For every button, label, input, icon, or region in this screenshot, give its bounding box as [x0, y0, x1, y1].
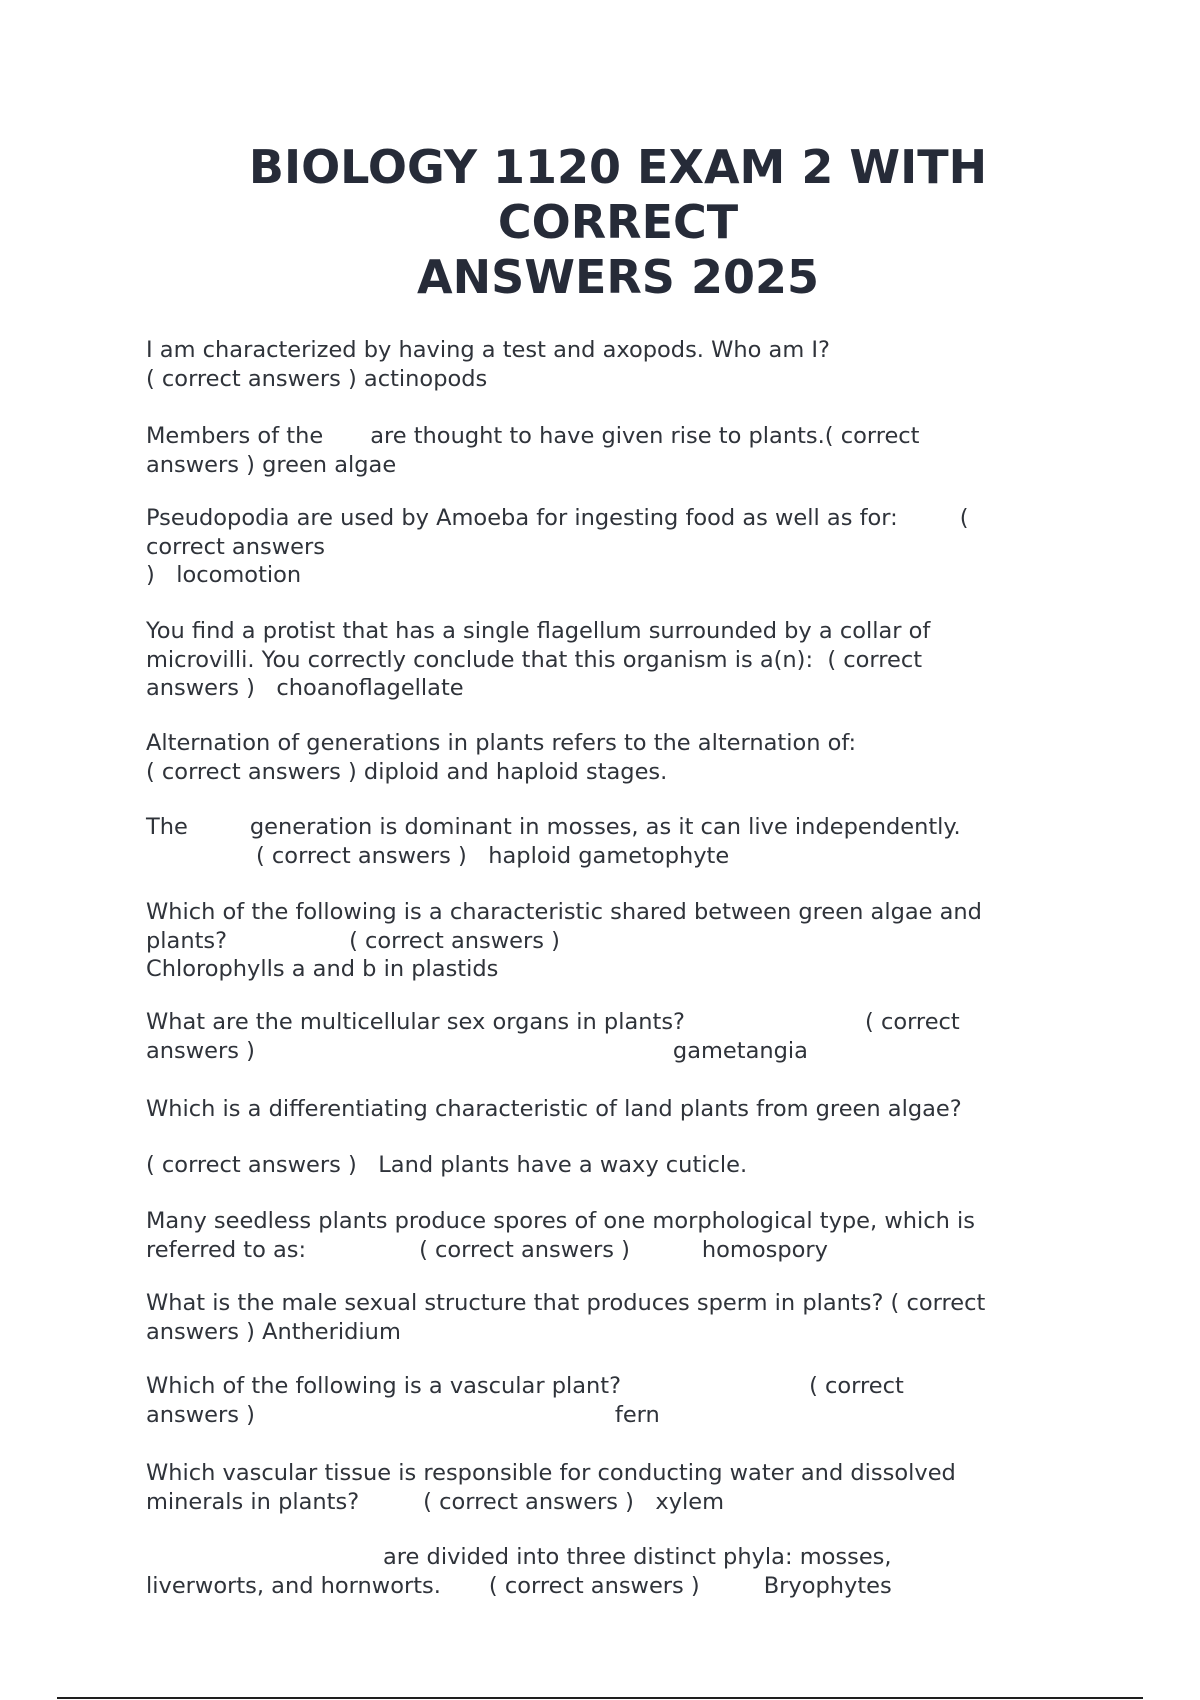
answer-text: fern: [614, 1401, 660, 1428]
answer-line: [146, 1037, 1066, 1066]
question-text: Members of the: [146, 423, 324, 449]
question-item: [146, 898, 1066, 984]
question-line: [146, 1236, 1066, 1265]
question-text: minerals in plants?: [146, 1488, 360, 1515]
question-text: Which of the following is a characteristic shared between green algae and: [146, 899, 982, 925]
answer-text: gametangia: [672, 1037, 808, 1064]
answer-text: ( correct answers ) actinopods: [146, 365, 488, 392]
question-text: Which is a differentiating characteristic of land plants from green algae?: [146, 1096, 962, 1122]
answer-text: Chlorophylls a and b in plastids: [146, 956, 499, 982]
question-text: generation is dominant in mosses, as it can live independently.: [249, 814, 961, 840]
answer-line: [146, 1401, 1066, 1430]
question-text: liverworts, and hornworts.: [146, 1572, 441, 1599]
question-line: [146, 1372, 1066, 1401]
question-text: are thought to have given rise to plants.( correct: [370, 423, 920, 449]
question-item: [146, 617, 1066, 703]
question-line: [146, 422, 1066, 451]
question-item: [146, 336, 1066, 393]
question-line: [146, 813, 1066, 842]
question-item: [146, 504, 1066, 590]
question-text: Which vascular tissue is responsible for conducting water and dissolved: [146, 1460, 956, 1486]
question-line: [146, 1008, 1066, 1037]
question-text: Alternation of generations in plants refers to the alternation of:: [146, 730, 857, 756]
page-bottom-rule: [57, 1697, 1143, 1699]
document-title: [0, 140, 1200, 305]
answer-prefix: answers ): [146, 1401, 255, 1428]
title-line-2: CORRECT: [497, 195, 739, 249]
answer-prefix: ( correct answers ): [419, 1236, 630, 1263]
question-line: [146, 927, 1066, 956]
answer-prefix: ( correct: [865, 1009, 960, 1035]
answer-text: Bryophytes: [763, 1572, 892, 1599]
question-item: [146, 1459, 1066, 1516]
question-text: plants?: [146, 927, 228, 954]
question-text: Which of the following is a vascular plant?: [146, 1373, 622, 1399]
question-item: [146, 1289, 1066, 1346]
answer-text: correct answers: [146, 533, 325, 560]
answer-text: ) locomotion: [146, 562, 302, 588]
question-item: [146, 422, 1066, 479]
answer-text: answers ) green algae: [146, 451, 397, 478]
answer-text: ( correct answers ) haploid gametophyte: [256, 842, 730, 869]
question-item: [146, 1372, 1066, 1429]
answer-text: answers ) choanoflagellate: [146, 675, 464, 701]
answer-text: ( correct answers ) Land plants have a waxy cuticle.: [146, 1152, 748, 1178]
answer-prefix: answers ): [146, 1037, 255, 1064]
question-item: [146, 1543, 1066, 1600]
question-line: [146, 1572, 1066, 1601]
answer-text: homospory: [701, 1236, 828, 1263]
question-item: [146, 1008, 1066, 1065]
answer-text: ( correct answers ) xylem: [423, 1488, 725, 1515]
question-item: [146, 729, 1066, 786]
question-text: What is the male sexual structure that produces sperm in plants? ( correct: [146, 1290, 986, 1316]
answer-prefix: ( correct answers ): [488, 1572, 700, 1599]
question-text: The: [146, 814, 188, 840]
question-item: [146, 813, 1066, 870]
title-line-3: ANSWERS 2025: [417, 250, 819, 304]
question-item: [146, 1095, 1066, 1124]
question-line: [146, 1543, 1066, 1572]
question-text: are divided into three distinct phyla: mosses,: [383, 1544, 892, 1570]
answer-line: [146, 842, 1066, 871]
question-text: Many seedless plants produce spores of one morphological type, which is: [146, 1208, 975, 1234]
answer-item: [146, 1151, 1066, 1180]
title-line-1: BIOLOGY 1120 EXAM 2 WITH: [248, 140, 988, 194]
question-item: [146, 1207, 1066, 1264]
answer-text: answers ) Antheridium: [146, 1318, 401, 1345]
question-text: I am characterized by having a test and axopods. Who am I?: [146, 337, 830, 363]
question-text: referred to as:: [146, 1236, 307, 1263]
answer-text: ( correct answers ) diploid and haploid stages.: [146, 758, 668, 785]
answer-prefix: ( correct: [809, 1373, 904, 1399]
answer-prefix: ( correct answers ): [349, 927, 560, 954]
question-text: microvilli. You correctly conclude that this organism is a(n): ( correct: [146, 646, 923, 673]
answer-prefix: (: [959, 505, 969, 531]
question-text: What are the multicellular sex organs in plants?: [146, 1009, 686, 1035]
question-text: Pseudopodia are used by Amoeba for ingesting food as well as for:: [146, 505, 898, 531]
question-line: [146, 504, 1066, 533]
question-text: You find a protist that has a single flagellum surrounded by a collar of: [146, 618, 931, 644]
question-line: [146, 1488, 1066, 1517]
